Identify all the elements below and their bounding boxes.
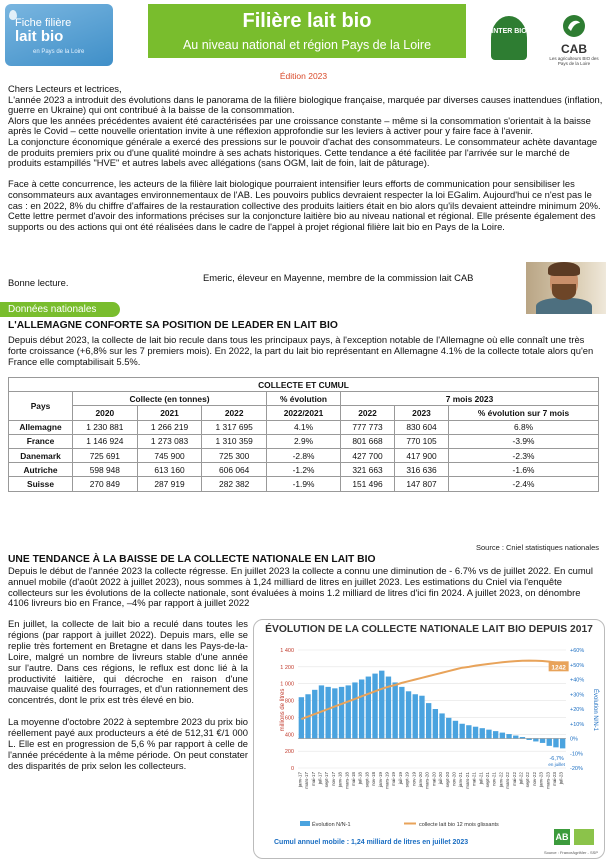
header-evol-sub: 2022/2021 [267, 406, 341, 420]
x-tick-label: nov-17 [330, 772, 336, 787]
cell: -2.8% [267, 448, 341, 462]
bar [533, 739, 538, 742]
x-tick-label: janv-20 [417, 772, 423, 788]
bar [500, 733, 505, 739]
title-banner [148, 4, 466, 58]
x-tick-label: mars-22 [505, 772, 511, 789]
cell: 777 773 [341, 420, 395, 434]
edition-label: Édition 2023 [279, 71, 328, 81]
cab-name: CAB [561, 42, 587, 56]
bar [560, 739, 565, 749]
bar [480, 728, 485, 738]
cell: -3.9% [449, 434, 599, 448]
bar [392, 682, 397, 738]
collecte-table [8, 377, 599, 492]
cell: 725 691 [73, 448, 138, 462]
cell-pays: Autriche [9, 463, 73, 477]
y2-tick-label: +20% [570, 707, 585, 713]
cell: 801 668 [341, 434, 395, 448]
chart-source: Source : FranceAgriMer - SSP [543, 850, 598, 855]
x-tick-label: mars-21 [464, 772, 470, 789]
table-source: Source : Cniel statistiques nationales [476, 543, 599, 552]
cell: 417 900 [395, 448, 449, 462]
legend-swatch-bars [300, 821, 310, 826]
table-row [9, 477, 599, 491]
header-collecte: Collecte (en tonnes) [73, 392, 267, 406]
price-paragraph: La moyenne d'octobre 2022 à septembre 2023 du prix bio réellement payé aux producteurs a été de 512,31 €/1 000 L. Elle est en progression de 5,6 % par rapport à celle de l'année précédente à la même période. On peut constater des disparités de prix selon les collecteurs. [8, 716, 248, 771]
bar [513, 736, 518, 739]
bar [366, 677, 371, 739]
cell: 830 604 [395, 420, 449, 434]
intro-paragraph: Face à cette concurrence, les acteurs de la filière lait biologique pourraient intensifier leurs efforts de communication pour sensibiliser les consommateurs aux avantages environnementaux de l'AB. Les pouvoirs publics devraient respecter la loi EGalim. Aujourd'hui ce n'est pas le cas : en 2022, 8% du chiffre d'affaires de la restauration collective des produits laitiers était en bio alors qu'ils devaient atteindre minimum 20%. [8, 178, 601, 211]
bar [540, 739, 545, 743]
y2-tick-label: -10% [570, 751, 583, 758]
cell: -2.3% [449, 448, 599, 462]
header-year7: 2022 [341, 406, 395, 420]
germany-heading: L'ALLEMAGNE CONFORTE SA POSITION DE LEADER EN LAIT BIO [8, 320, 338, 331]
y-tick-label: 600 [284, 715, 294, 722]
bar [459, 724, 464, 739]
cell: 4.1% [267, 420, 341, 434]
y2-tick-label: +60% [570, 648, 585, 654]
header-year: 2022 [202, 406, 267, 420]
cell-pays: Danemark [9, 448, 73, 462]
bar [372, 674, 377, 739]
cell: 1 273 083 [137, 434, 202, 448]
bar [446, 718, 451, 739]
cell: 6.8% [449, 420, 599, 434]
cab-tagline: Les agriculteurs BIO des Pays de la Loire [549, 56, 599, 66]
cell: 427 700 [341, 448, 395, 462]
cell-pays: France [9, 434, 73, 448]
bar [379, 671, 384, 739]
bar [352, 682, 357, 738]
x-tick-label: sept-20 [444, 772, 450, 788]
chart-plot [254, 620, 604, 858]
bar [346, 685, 351, 738]
cell-pays: Suisse [9, 477, 73, 491]
legend-label: collecte lait bio 12 mois glissants [419, 822, 499, 828]
trend-text: Depuis le début de l'année 2023 la collecte régresse. En juillet 2023 la collecte a connu une diminution de - 6.7% vs de juillet 2022. En cumul annuel mobile (d'août 2022 à juillet 2023), nous sommes à 1,24 milliard de litres en juillet 2023. Les estimations du Cniel via l'enquête collecteurs sur les évolutions de la collecte nationale, sont évaluées à moins 1.2 milliard de litres d'ici fin 2024. A juillet 2023, on dénombre 4106 livreurs bio en France, –4% par rapport à juillet 2022 [8, 565, 593, 609]
bar [325, 687, 330, 739]
signoff: Bonne lecture. [8, 277, 69, 288]
annotation-label: -6,7% [549, 756, 564, 762]
y2-axis-label: Évolution N/N-1 [592, 688, 598, 732]
legend-label: Évolution N/N-1 [312, 822, 351, 828]
bar [359, 680, 364, 739]
cell: -1.9% [267, 477, 341, 491]
x-tick-label: juil-19 [397, 772, 403, 785]
y2-tick-label: +10% [570, 721, 585, 728]
x-tick-label: nov-21 [491, 772, 497, 787]
y2-tick-label: 0% [570, 736, 578, 743]
bar [553, 739, 558, 748]
cell: 606 064 [202, 463, 267, 477]
header [0, 0, 607, 78]
annotation-sublabel: en juillet [548, 762, 565, 767]
y-tick-label: 0 [290, 766, 294, 772]
x-tick-label: mai-21 [471, 772, 477, 787]
x-tick-label: juil-18 [357, 772, 363, 785]
germany-text: Depuis début 2023, la collecte de lait bio recule dans tous les principaux pays, à l'exception notable de l'Allemagne où elle connaît une très forte croissance (+6,8% sur les 7 premiers mois). En 2022, la part du lait bio représentant en Allemagne 4.1% de la collecte totale alors qu'en France elle comptabilisait 5.5%. [8, 334, 594, 367]
cab-leaf-icon [562, 14, 586, 38]
regional-text [8, 619, 248, 772]
interbio-logo: INTER BIO [491, 16, 527, 60]
x-tick-label: juil-21 [478, 772, 484, 785]
cell: 287 919 [137, 477, 202, 491]
cell: 770 105 [395, 434, 449, 448]
x-tick-label: janv-17 [297, 772, 303, 788]
y2-tick-label: +40% [570, 677, 585, 684]
page-subtitle: Au niveau national et région Pays de la Loire [182, 38, 432, 52]
cell: 316 636 [395, 463, 449, 477]
y2-tick-label: -20% [570, 766, 583, 772]
cell-pays: Allemagne [9, 420, 73, 434]
bar [486, 730, 491, 739]
header-evol: % évolution [267, 392, 341, 406]
cell: 1 317 695 [202, 420, 267, 434]
table-caption: COLLECTE ET CUMUL [9, 378, 599, 392]
table-row [9, 420, 599, 434]
bar [453, 721, 458, 739]
bar [419, 696, 424, 739]
bar [406, 691, 411, 738]
x-tick-label: juil-20 [438, 772, 444, 785]
signature: Emeric, éleveur en Mayenne, membre de la commission lait CAB [203, 272, 474, 283]
cell: 1 230 881 [73, 420, 138, 434]
chart-title: ÉVOLUTION DE LA COLLECTE NATIONALE LAIT BIO DEPUIS 2017 [265, 624, 593, 635]
logo-line1: Fiche filière [15, 17, 72, 29]
chart-footer: Cumul annuel mobile : 1,24 milliard de litres en juillet 2023 [274, 839, 469, 846]
x-tick-label: janv-21 [458, 772, 464, 788]
y-tick-label: 800 [284, 698, 294, 705]
y-tick-label: 1 000 [280, 681, 294, 688]
table-row [9, 448, 599, 462]
x-tick-label: janv-23 [538, 772, 544, 788]
bar [473, 727, 478, 739]
x-tick-label: mai-18 [350, 772, 356, 787]
x-tick-label: mai-23 [551, 772, 557, 787]
cell: 1 310 359 [202, 434, 267, 448]
x-tick-label: nov-19 [411, 772, 417, 787]
header-year7: 2023 [395, 406, 449, 420]
intro-paragraph: Chers Lecteurs et lectrices, [8, 83, 122, 94]
bar [332, 688, 337, 738]
bar [339, 687, 344, 739]
x-tick-label: mars-17 [304, 772, 310, 789]
ab-logo-icon: AB [554, 829, 570, 845]
page-title: Filière lait bio [242, 10, 372, 32]
x-tick-label: mai-22 [511, 772, 517, 787]
author-photo [526, 262, 606, 314]
x-tick-label: mars-18 [344, 772, 350, 789]
bar [439, 713, 444, 738]
intro-paragraph: La conjoncture économique générale a exercé des pressions sur le pouvoir d'achat des consommateurs. Le consommateur achète davantage de produits premiers prix ou d'une qualité moindre à ses achats historiques. Cette tendance a été facilitée par l'arrivée sur le marché de produits estampillés "HVE" et autres labels avec allégations (sans OGM, lait de foin, lait de pâturage). [8, 135, 598, 169]
y2-tick-label: +50% [570, 662, 585, 669]
x-tick-label: juil-23 [558, 772, 564, 785]
y-axis-label: millions de litres [280, 688, 286, 732]
y-tick-label: 1 400 [280, 648, 294, 654]
x-tick-label: sept-21 [484, 772, 490, 788]
y-tick-label: 200 [284, 749, 294, 756]
header-7mois: 7 mois 2023 [341, 392, 599, 406]
y-tick-label: 1 200 [280, 664, 294, 671]
bar [506, 734, 511, 738]
cell: 1 146 924 [73, 434, 138, 448]
cell: 270 849 [73, 477, 138, 491]
logo-line2: lait bio [15, 28, 64, 45]
y-tick-label: 400 [284, 732, 294, 739]
x-tick-label: mai-17 [310, 772, 316, 787]
fiche-filiere-logo [5, 4, 113, 66]
header-year: 2020 [73, 406, 138, 420]
header-evol7: % évolution sur 7 mois [449, 406, 599, 420]
bar [466, 725, 471, 738]
x-tick-label: mars-19 [384, 772, 390, 789]
cell: 151 496 [341, 477, 395, 491]
table-row [9, 434, 599, 448]
bar [399, 687, 404, 739]
y2-tick-label: +30% [570, 692, 585, 699]
x-tick-label: juil-22 [518, 772, 524, 785]
x-tick-label: mars-20 [424, 772, 430, 789]
cell: 282 382 [202, 477, 267, 491]
bar [493, 731, 498, 738]
cell: 147 807 [395, 477, 449, 491]
x-tick-label: sept-19 [404, 772, 410, 788]
logo-line3: en Pays de la Loire [33, 49, 85, 55]
cell: -1.6% [449, 463, 599, 477]
intro-paragraph: L'année 2023 a introduit des évolutions dans le panorama de la filière biologique française, marquée par diverses causes inattendues (inflation, guerre en Ukraine) qui ont contribué à la baisse de la consommation. [8, 93, 603, 116]
x-tick-label: mai-20 [431, 772, 437, 787]
trend-heading: UNE TENDANCE À LA BAISSE DE LA COLLECTE NATIONALE EN LAIT BIO [8, 554, 376, 565]
x-tick-label: janv-18 [337, 772, 343, 788]
cell: 745 900 [137, 448, 202, 462]
x-tick-label: mars-23 [545, 772, 551, 789]
cell: 598 948 [73, 463, 138, 477]
bar [547, 739, 552, 746]
bar [433, 709, 438, 739]
x-tick-label: sept-17 [324, 772, 330, 788]
eu-organic-logo-icon [574, 829, 594, 845]
x-tick-label: mai-19 [391, 772, 397, 787]
x-tick-label: janv-19 [377, 772, 383, 788]
cab-logo [548, 14, 600, 66]
table-row [9, 463, 599, 477]
x-tick-label: janv-22 [498, 772, 504, 788]
cell: 725 300 [202, 448, 267, 462]
cell: 613 160 [137, 463, 202, 477]
cell: -1.2% [267, 463, 341, 477]
cell: 2.9% [267, 434, 341, 448]
intro-paragraph: Cette lettre permet d'avoir des informations précises sur la conjoncture laitière bio au niveau national et régional. Elle présente également des supports ou des actions qui ont été réalisées dans le cadre de l'appel à projet régional filière lait bio en Pays de la Loire. [8, 210, 596, 232]
x-tick-label: sept-22 [525, 772, 531, 788]
header-pays: Pays [9, 392, 73, 420]
cell: -2.4% [449, 477, 599, 491]
bar [413, 694, 418, 738]
regional-paragraph: En juillet, la collecte de lait bio a reculé dans toutes les régions (par rapport à juillet 2022). Depuis mars, elle se replie très fortement en Bretagne et dans les Pays-de-la-Loire, malgré un nombre de livreurs stable d'une année sur l'autre. Dans ces régions, le reflux est donc lié à la productivité laitière, qui décroche en raison d'une mauvaise qualité des fourrages, et d'un rationnement des concentrés, dont le prix est très élevé en bio. [8, 618, 248, 706]
annotation-label: 1242 [551, 664, 566, 672]
x-tick-label: juil-17 [317, 772, 323, 785]
x-tick-label: nov-20 [451, 772, 457, 787]
header-year: 2021 [137, 406, 202, 420]
x-tick-label: nov-18 [371, 772, 377, 787]
collecte-chart [253, 619, 605, 859]
x-tick-label: sept-18 [364, 772, 370, 788]
bar [426, 703, 431, 738]
cell: 1 266 219 [137, 420, 202, 434]
intro-text [8, 84, 603, 232]
cell: 321 663 [341, 463, 395, 477]
intro-paragraph: Alors que les années précédentes avaient été caractérisées par une croissance constante – même si la consommation s'orientait à la baisse après le Covid – cette nouvelle orientation invite à une réflexion approfondie sur les leviers à activer pour y faire face à l'avenir. [8, 114, 591, 137]
section-label: Données nationales [0, 302, 120, 317]
x-tick-label: nov-22 [531, 772, 537, 787]
